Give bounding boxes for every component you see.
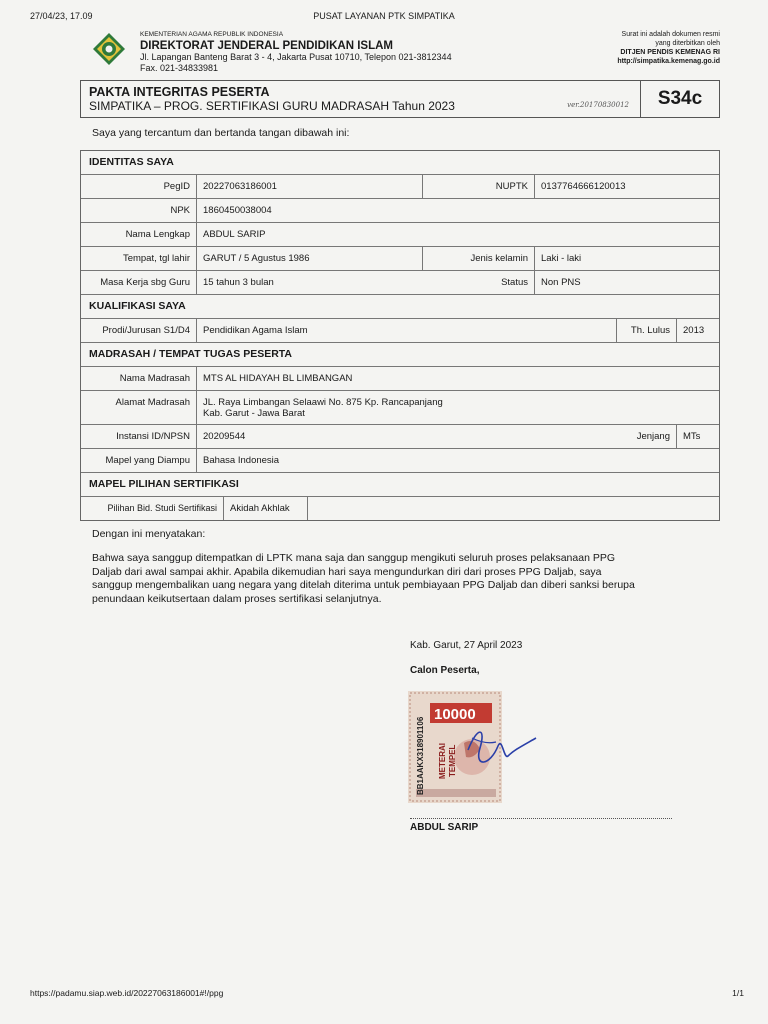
instansi-value: 20209544	[203, 431, 246, 442]
section-kualifikasi: KUALIFIKASI SAYA	[81, 295, 719, 319]
ttl-label: Tempat, tgl lahir	[81, 247, 197, 270]
letterhead-address: Jl. Lapangan Banteng Barat 3 - 4, Jakarta Pusat 10710, Telepon 021-3812344	[140, 52, 452, 62]
ttl-value: GARUT / 5 Agustus 1986	[197, 247, 423, 270]
note-issuer: DITJEN PENDIS KEMENAG RI	[620, 49, 720, 56]
table-row	[81, 497, 719, 520]
jenjang-value: MTs	[683, 431, 701, 442]
stamp-serial: BB1AAKX318901106	[416, 716, 425, 795]
declaration-line-1: Bahwa saya sanggup ditempatkan di LPTK mana saja dan sanggup mengikuti seluruh proses pelaksanaan PPG	[92, 552, 615, 564]
pegid-label: PegID	[81, 175, 197, 198]
nama-label: Nama Lengkap	[81, 223, 197, 246]
pegid-value: 20227063186001	[197, 175, 423, 198]
masa-kerja-label: Masa Kerja sbg Guru	[81, 271, 197, 294]
table-row	[81, 247, 719, 271]
table-row	[81, 175, 719, 199]
madrasah-alamat-label: Alamat Madrasah	[81, 391, 197, 424]
signature-role: Calon Peserta,	[410, 665, 480, 676]
npk-label: NPK	[81, 199, 197, 222]
document-subtitle: SIMPATIKA – PROG. SERTIFIKASI GURU MADRASAH Tahun 2023	[89, 99, 455, 113]
table-row	[81, 391, 719, 425]
declaration-line-4: penundaan keikutsertaan dalam proses sertifikasi selanjutnya.	[92, 592, 382, 605]
note-line-2: yang diterbitkan oleh	[655, 40, 720, 47]
alamat-line-1: JL. Raya Limbangan Selaawi No. 875 Kp. Rancapanjang	[203, 397, 443, 408]
note-url: http://simpatika.kemenag.go.id	[617, 58, 720, 65]
table-row	[81, 199, 719, 223]
alamat-line-2: Kab. Garut - Jawa Barat	[203, 408, 305, 419]
signature-name: ABDUL SARIP	[410, 822, 479, 833]
footer-page-count: 1/1	[732, 988, 744, 998]
document-version: ver.20170830012	[567, 101, 629, 109]
nama-value: ABDUL SARIP	[203, 229, 266, 240]
footer-url: https://padamu.siap.web.id/20227063186001#!/ppg	[30, 988, 224, 998]
madrasah-alamat-value	[197, 391, 443, 424]
declaration-body	[92, 552, 720, 606]
mapel-diampu-value: Bahasa Indonesia	[203, 455, 280, 466]
table-row	[81, 449, 719, 473]
nuptk-value: 0137764666120013	[541, 181, 626, 192]
document-title: PAKTA INTEGRITAS PESERTA	[89, 85, 270, 99]
print-timestamp: 27/04/23, 17.09	[30, 11, 93, 21]
identity-table	[80, 150, 720, 521]
stamp-label-meterai: METERAI	[438, 743, 447, 779]
note-line-1: Surat ini adalah dokumen resmi	[621, 31, 720, 38]
stamp-label-tempel: TEMPEL	[448, 744, 457, 777]
print-header	[0, 11, 768, 25]
status-value: Non PNS	[541, 277, 581, 288]
npk-value: 1860450038004	[203, 205, 272, 216]
declaration-line-2: Daljab dari awal sampai akhir. Apabila dikemudian hari saya mengundurkan diri dari proses PPG Daljab, saya	[92, 565, 602, 578]
handwritten-signature-icon	[450, 720, 550, 770]
nuptk-label: NUPTK	[423, 175, 535, 198]
table-row	[81, 367, 719, 391]
signature-place-date: Kab. Garut, 27 April 2023	[410, 640, 523, 651]
madrasah-nama-value: MTS AL HIDAYAH BL LIMBANGAN	[203, 373, 353, 384]
stamp-value: 10000	[434, 706, 476, 723]
declaration-heading: Dengan ini menyatakan:	[92, 528, 206, 540]
mapel-pilihan-value: Akidah Akhlak	[224, 497, 308, 520]
official-note	[617, 30, 720, 66]
print-page-title: PUSAT LAYANAN PTK SIMPATIKA	[313, 11, 455, 21]
section-mapel-pilihan: MAPEL PILIHAN SERTIFIKASI	[81, 473, 719, 497]
jk-value: Laki - laki	[541, 253, 582, 264]
table-row	[81, 223, 719, 247]
lulus-label: Th. Lulus	[617, 319, 677, 342]
prodi-label: Prodi/Jurusan S1/D4	[81, 319, 197, 342]
status-label: Status	[423, 271, 535, 294]
table-row	[81, 425, 719, 449]
intro-text: Saya yang tercantum dan bertanda tangan dibawah ini:	[92, 127, 350, 139]
instansi-label: Instansi ID/NPSN	[81, 425, 197, 448]
prodi-value: Pendidikan Agama Islam	[197, 319, 617, 342]
mapel-diampu-label: Mapel yang Diampu	[81, 449, 197, 472]
ministry-name: KEMENTERIAN AGAMA REPUBLIK INDONESIA	[140, 31, 284, 38]
document-code: S34c	[640, 81, 719, 117]
section-identitas: IDENTITAS SAYA	[81, 151, 719, 175]
letterhead	[140, 29, 452, 74]
lulus-value: 2013	[683, 325, 705, 336]
table-row	[81, 271, 719, 295]
letterhead-fax: Fax. 021-34833981	[140, 63, 219, 73]
table-row	[81, 319, 719, 343]
jenjang-label: Jenjang	[617, 425, 677, 448]
directorate-name: DIREKTORAT JENDERAL PENDIDIKAN ISLAM	[140, 40, 394, 52]
jk-label: Jenis kelamin	[423, 247, 535, 270]
declaration-line-3: sanggup mengembalikan uang negara yang ditelah diterima untuk pembiayaan PPG Daljab dan diberi sanksi berupa	[92, 579, 635, 591]
kemenag-logo-icon	[92, 32, 126, 66]
madrasah-nama-label: Nama Madrasah	[81, 367, 197, 390]
document-title-box	[80, 80, 720, 118]
masa-kerja-value: 15 tahun 3 bulan	[203, 277, 274, 288]
section-madrasah: MADRASAH / TEMPAT TUGAS PESERTA	[81, 343, 719, 367]
signature-line	[410, 818, 672, 819]
mapel-pilihan-label: Pilihan Bid. Studi Sertifikasi	[81, 497, 224, 520]
